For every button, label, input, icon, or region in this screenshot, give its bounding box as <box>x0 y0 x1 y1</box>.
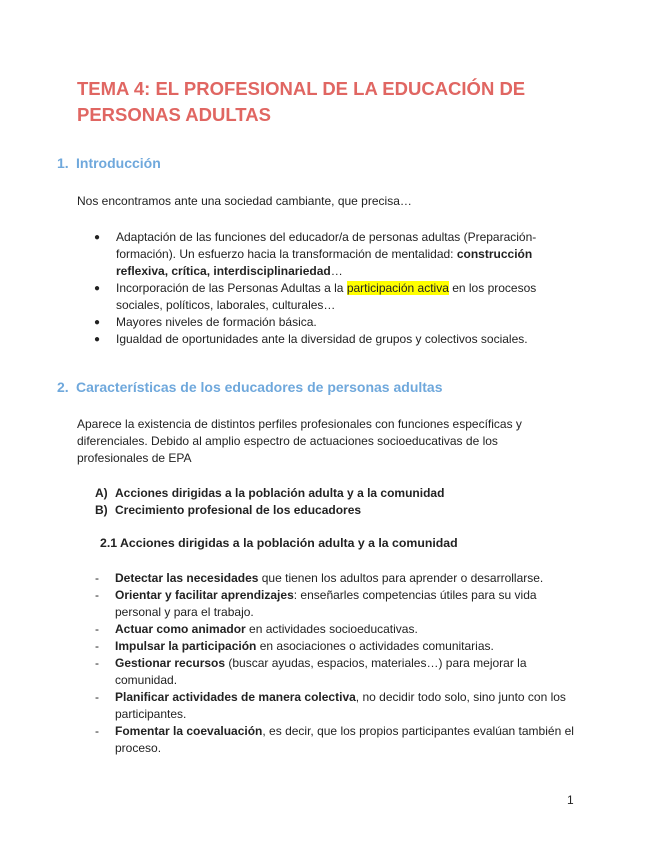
list-item: - Orientar y facilitar aprendizajes: enseñarles competencias útiles para su vida personal y para el trabajo. <box>95 588 537 619</box>
list-item: ● Mayores niveles de formación básica. <box>94 315 317 329</box>
list-item: - Planificar actividades de manera colectiva, no decidir todo solo, sino junto con los participantes. <box>95 690 566 721</box>
list-item: A) Acciones dirigidas a la población adulta y a la comunidad <box>95 486 445 500</box>
list-item: B) Crecimiento profesional de los educadores <box>95 503 362 517</box>
list-item: ● Igualdad de oportunidades ante la diversidad de grupos y colectivos sociales. <box>94 332 528 346</box>
list-item: - Gestionar recursos (buscar ayudas, espacios, materiales…) para mejorar la comunidad. <box>95 656 527 687</box>
list-item: - Actuar como animador en actividades socioeducativas. <box>95 622 418 636</box>
subsection-2-1-heading: 2.1 Acciones dirigidas a la población adulta y a la comunidad <box>100 536 458 550</box>
section-1-intro: Nos encontramos ante una sociedad cambiante, que precisa… <box>77 194 412 208</box>
highlighted-text: participación activa <box>346 281 449 295</box>
list-item: - Detectar las necesidades que tienen los adultos para aprender o desarrollarse. <box>95 571 544 585</box>
list-item: - Fomentar la coevaluación, es decir, que los propios participantes evalúan también el proceso. <box>95 724 574 755</box>
section-1-number: 1. <box>57 155 69 171</box>
page-number: 1 <box>567 793 574 807</box>
bullet-marker: ● <box>94 232 101 243</box>
section-1-heading <box>57 154 161 172</box>
section-1-title: Introducción <box>76 155 161 171</box>
bullet-marker: ● <box>94 334 101 345</box>
section-2-intro: Aparece la existencia de distintos perfiles profesionales con funciones específicas y diferenciales. Debido al amplio espectro de actuaciones socioeducativas de los profesionales de EPA <box>77 417 522 465</box>
section-1-bullet-list <box>94 229 574 348</box>
section-2-number: 2. <box>57 379 69 395</box>
actions-list <box>95 570 585 757</box>
section-2-title: Características de los educadores de personas adultas <box>76 379 443 395</box>
section-2-lettered-list <box>95 485 444 519</box>
section-2-heading <box>57 378 443 396</box>
bullet-marker: ● <box>94 317 101 328</box>
list-item: - Impulsar la participación en asociaciones o actividades comunitarias. <box>95 639 494 653</box>
document-title: TEMA 4: EL PROFESIONAL DE LA EDUCACIÓN DE PERSONAS ADULTAS <box>77 78 526 125</box>
list-item: ● Adaptación de las funciones del educador/a de personas adultas (Preparación-formación). Un esfuerzo hacia la transformación de mentalidad: construcción reflexiva, crítica, interdisciplinariedad… <box>94 230 537 278</box>
bullet-marker: ● <box>94 283 101 294</box>
list-item: ● Incorporación de las Personas Adultas a la participación activa en los procesos sociales, políticos, laborales, culturales… <box>94 281 537 312</box>
